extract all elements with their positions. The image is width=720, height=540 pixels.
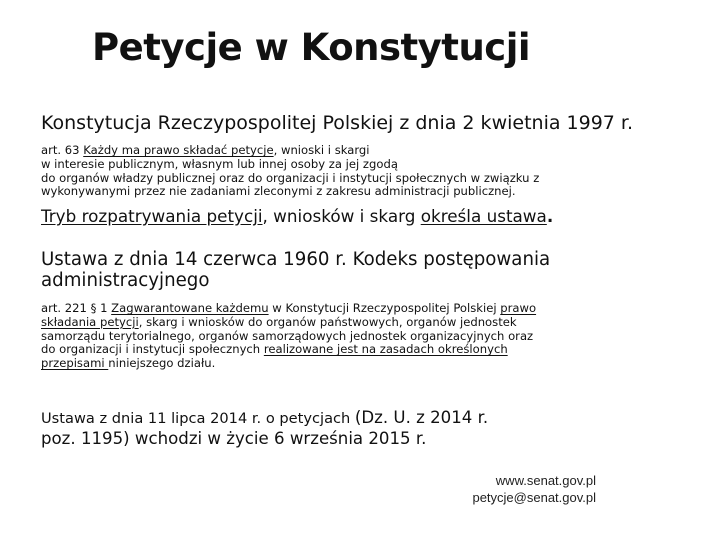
procedure-text-1: , wniosków i skarg — [262, 206, 421, 226]
petitions-act-part-3: poz. 1195) wchodzi w życie 6 września 2015 r. — [41, 429, 427, 448]
constitution-heading: Konstytucja Rzeczypospolitej Polskiej z dnia 2 kwietnia 1997 r. — [41, 112, 634, 134]
article-221-text-4: niniejszego działu. — [108, 356, 216, 371]
article-221-prefix: art. 221 § 1 — [41, 301, 112, 315]
article-221-underlined-3: składania petycji — [41, 314, 139, 329]
article-63-text-part: , wnioski i skargi — [273, 143, 370, 157]
article-221-text — [41, 302, 671, 371]
kpa-heading: Ustawa z dnia 14 czerwca 1960 r. Kodeks postępowania administracyjnego — [41, 249, 551, 291]
article-63-line-1 — [41, 144, 691, 158]
procedure-statement — [41, 206, 701, 226]
article-63-prefix: art. 63 — [41, 143, 84, 157]
article-221-text-3: do organizacji i instytucji społecznych — [41, 342, 264, 357]
petitions-act-text — [41, 408, 541, 449]
email-link[interactable]: petycje@senat.gov.pl — [472, 490, 596, 505]
article-221-underlined-2: prawo — [500, 301, 537, 315]
article-63-line-2: w interesie publicznym, własnym lub innej osoby za jej zgodą — [41, 156, 398, 171]
page-title: Petycje w Konstytucji — [92, 26, 531, 69]
article-221-line-1 — [41, 302, 671, 316]
article-63-underlined-right: Każdy ma prawo składać petycje — [83, 143, 274, 157]
article-63-text — [41, 144, 691, 199]
procedure-underlined-2: określa ustawa — [420, 206, 547, 226]
article-221-text-2: , skarg i wniosków do organów państwowych, organów jednostek — [138, 314, 517, 329]
article-221-line-5 — [41, 357, 671, 371]
article-221-line-2 — [41, 316, 671, 330]
petitions-act-part-1: Ustawa z dnia 11 lipca 2014 r. o petycjach — [41, 410, 355, 427]
article-63-line-4: wykonywanymi przez nie zadaniami zleconymi z zakresu administracji publicznej. — [41, 184, 516, 199]
article-221-line-3: samorządu terytorialnego, organów samorządowych jednostek organizacyjnych oraz — [41, 328, 534, 343]
website-link[interactable]: www.senat.gov.pl — [495, 473, 596, 488]
article-63-line-3: do organów władzy publicznej oraz do organizacji i instytucji społecznych w związku z — [41, 170, 540, 185]
procedure-period: . — [546, 206, 554, 226]
petitions-act-part-2: (Dz. U. z 2014 r. — [354, 408, 489, 427]
article-221-underlined-1: Zagwarantowane każdemu — [111, 301, 269, 315]
procedure-underlined-1: Tryb rozpatrywania petycji — [41, 206, 263, 226]
contact-block — [472, 472, 596, 506]
article-221-underlined-4: realizowane jest na zasadach określonych — [263, 342, 508, 357]
article-221-underlined-5: przepisami — [41, 356, 109, 371]
article-221-text-1: w Konstytucji Rzeczypospolitej Polskiej — [268, 301, 501, 315]
article-221-line-4 — [41, 343, 671, 357]
